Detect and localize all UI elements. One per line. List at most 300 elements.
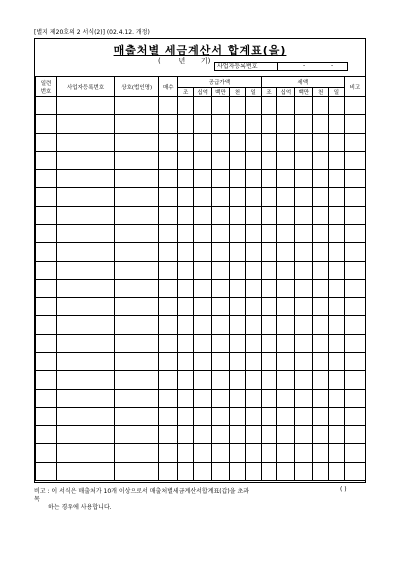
table-cell[interactable] [313,206,329,224]
table-cell[interactable] [36,426,57,444]
table-cell[interactable] [115,389,159,407]
table-cell[interactable] [245,133,261,151]
table-cell[interactable] [329,279,345,297]
table-cell[interactable] [115,426,159,444]
table-cell[interactable] [344,389,365,407]
table-cell[interactable] [329,462,345,480]
table-cell[interactable] [178,352,194,370]
table-cell[interactable] [115,352,159,370]
table-cell[interactable] [295,407,313,425]
table-cell[interactable] [115,188,159,206]
table-cell[interactable] [36,298,57,316]
table-cell[interactable] [329,115,345,133]
table-cell[interactable] [261,389,277,407]
table-cell[interactable] [277,115,295,133]
table-cell[interactable] [115,115,159,133]
table-cell[interactable] [344,426,365,444]
table-cell[interactable] [194,97,212,115]
table-cell[interactable] [159,224,178,242]
table-cell[interactable] [329,170,345,188]
table-cell[interactable] [245,352,261,370]
table-cell[interactable] [295,170,313,188]
table-cell[interactable] [261,188,277,206]
table-cell[interactable] [159,352,178,370]
table-cell[interactable] [229,206,245,224]
table-cell[interactable] [229,115,245,133]
table-cell[interactable] [178,243,194,261]
table-cell[interactable] [344,261,365,279]
table-cell[interactable] [212,224,230,242]
table-cell[interactable] [295,462,313,480]
table-cell[interactable] [194,334,212,352]
table-cell[interactable] [36,224,57,242]
table-cell[interactable] [212,352,230,370]
table-cell[interactable] [57,371,115,389]
table-cell[interactable] [261,115,277,133]
table-cell[interactable] [57,188,115,206]
table-cell[interactable] [295,371,313,389]
table-cell[interactable] [295,97,313,115]
table-cell[interactable] [212,151,230,169]
table-cell[interactable] [36,389,57,407]
table-cell[interactable] [344,151,365,169]
table-cell[interactable] [329,371,345,389]
table-cell[interactable] [295,243,313,261]
table-cell[interactable] [115,334,159,352]
table-cell[interactable] [313,334,329,352]
table-cell[interactable] [313,352,329,370]
table-cell[interactable] [329,151,345,169]
table-cell[interactable] [277,334,295,352]
table-cell[interactable] [36,151,57,169]
table-cell[interactable] [194,371,212,389]
table-cell[interactable] [295,298,313,316]
table-cell[interactable] [329,316,345,334]
table-cell[interactable] [57,389,115,407]
table-cell[interactable] [277,151,295,169]
table-cell[interactable] [159,188,178,206]
table-cell[interactable] [261,462,277,480]
table-cell[interactable] [261,334,277,352]
table-cell[interactable] [194,426,212,444]
table-cell[interactable] [36,115,57,133]
table-cell[interactable] [115,243,159,261]
table-cell[interactable] [295,316,313,334]
table-cell[interactable] [261,243,277,261]
table-cell[interactable] [313,133,329,151]
table-cell[interactable] [229,426,245,444]
table-cell[interactable] [261,279,277,297]
table-cell[interactable] [329,133,345,151]
table-cell[interactable] [212,243,230,261]
table-cell[interactable] [245,371,261,389]
table-cell[interactable] [295,261,313,279]
table-cell[interactable] [178,298,194,316]
table-cell[interactable] [261,224,277,242]
table-cell[interactable] [178,261,194,279]
table-cell[interactable] [329,188,345,206]
table-cell[interactable] [344,334,365,352]
table-cell[interactable] [261,298,277,316]
table-cell[interactable] [159,316,178,334]
table-cell[interactable] [178,371,194,389]
table-cell[interactable] [36,371,57,389]
table-cell[interactable] [57,243,115,261]
table-cell[interactable] [245,316,261,334]
table-cell[interactable] [245,115,261,133]
table-cell[interactable] [159,462,178,480]
table-cell[interactable] [115,279,159,297]
table-cell[interactable] [194,151,212,169]
table-cell[interactable] [178,279,194,297]
table-cell[interactable] [344,352,365,370]
table-cell[interactable] [194,206,212,224]
table-cell[interactable] [245,170,261,188]
table-cell[interactable] [212,170,230,188]
table-cell[interactable] [295,444,313,462]
table-cell[interactable] [159,115,178,133]
table-cell[interactable] [295,224,313,242]
table-cell[interactable] [329,298,345,316]
table-cell[interactable] [329,444,345,462]
table-cell[interactable] [212,279,230,297]
table-cell[interactable] [277,261,295,279]
table-cell[interactable] [344,371,365,389]
table-cell[interactable] [313,261,329,279]
table-cell[interactable] [344,206,365,224]
table-cell[interactable] [329,206,345,224]
table-cell[interactable] [212,316,230,334]
table-cell[interactable] [57,279,115,297]
table-cell[interactable] [115,97,159,115]
table-cell[interactable] [313,462,329,480]
table-cell[interactable] [57,224,115,242]
table-cell[interactable] [178,97,194,115]
table-cell[interactable] [212,389,230,407]
table-cell[interactable] [57,407,115,425]
table-cell[interactable] [36,316,57,334]
table-cell[interactable] [194,298,212,316]
table-cell[interactable] [344,298,365,316]
table-cell[interactable] [313,298,329,316]
table-cell[interactable] [212,115,230,133]
table-cell[interactable] [261,426,277,444]
table-cell[interactable] [277,462,295,480]
table-cell[interactable] [277,407,295,425]
table-cell[interactable] [229,97,245,115]
table-cell[interactable] [245,151,261,169]
table-cell[interactable] [245,462,261,480]
table-cell[interactable] [194,352,212,370]
table-cell[interactable] [159,298,178,316]
table-cell[interactable] [229,444,245,462]
table-cell[interactable] [212,97,230,115]
table-cell[interactable] [295,151,313,169]
table-cell[interactable] [245,389,261,407]
table-cell[interactable] [178,407,194,425]
table-cell[interactable] [57,298,115,316]
table-cell[interactable] [115,170,159,188]
table-cell[interactable] [261,97,277,115]
table-cell[interactable] [245,298,261,316]
table-cell[interactable] [159,426,178,444]
table-cell[interactable] [229,389,245,407]
table-cell[interactable] [159,133,178,151]
table-cell[interactable] [178,316,194,334]
table-cell[interactable] [159,279,178,297]
table-cell[interactable] [212,133,230,151]
table-cell[interactable] [178,462,194,480]
table-cell[interactable] [115,371,159,389]
table-cell[interactable] [329,243,345,261]
table-cell[interactable] [57,115,115,133]
table-cell[interactable] [159,206,178,224]
table-cell[interactable] [313,279,329,297]
table-cell[interactable] [229,298,245,316]
table-cell[interactable] [115,224,159,242]
table-cell[interactable] [178,133,194,151]
table-cell[interactable] [57,170,115,188]
table-cell[interactable] [277,243,295,261]
table-cell[interactable] [212,188,230,206]
table-cell[interactable] [229,407,245,425]
table-cell[interactable] [295,115,313,133]
table-cell[interactable] [36,462,57,480]
table-cell[interactable] [57,352,115,370]
table-cell[interactable] [57,316,115,334]
table-cell[interactable] [313,224,329,242]
table-cell[interactable] [344,243,365,261]
table-cell[interactable] [159,444,178,462]
table-cell[interactable] [194,279,212,297]
table-cell[interactable] [57,261,115,279]
table-cell[interactable] [295,389,313,407]
table-cell[interactable] [344,170,365,188]
table-cell[interactable] [36,352,57,370]
table-cell[interactable] [159,261,178,279]
table-cell[interactable] [277,170,295,188]
table-cell[interactable] [194,407,212,425]
table-cell[interactable] [212,206,230,224]
table-cell[interactable] [57,133,115,151]
table-cell[interactable] [159,97,178,115]
table-cell[interactable] [344,133,365,151]
table-cell[interactable] [57,206,115,224]
table-cell[interactable] [212,426,230,444]
table-cell[interactable] [245,279,261,297]
table-cell[interactable] [159,371,178,389]
table-cell[interactable] [329,352,345,370]
table-cell[interactable] [329,426,345,444]
table-cell[interactable] [344,279,365,297]
table-cell[interactable] [159,389,178,407]
table-cell[interactable] [261,444,277,462]
table-cell[interactable] [261,261,277,279]
table-cell[interactable] [329,261,345,279]
table-cell[interactable] [277,389,295,407]
table-cell[interactable] [178,206,194,224]
table-cell[interactable] [313,170,329,188]
table-cell[interactable] [344,407,365,425]
table-cell[interactable] [229,371,245,389]
table-cell[interactable] [344,224,365,242]
table-cell[interactable] [277,352,295,370]
table-cell[interactable] [277,279,295,297]
table-cell[interactable] [277,206,295,224]
table-cell[interactable] [261,407,277,425]
table-cell[interactable] [115,206,159,224]
table-cell[interactable] [115,316,159,334]
table-cell[interactable] [36,407,57,425]
table-cell[interactable] [115,407,159,425]
table-cell[interactable] [178,170,194,188]
table-cell[interactable] [245,188,261,206]
table-cell[interactable] [36,243,57,261]
table-cell[interactable] [229,188,245,206]
table-cell[interactable] [178,444,194,462]
table-cell[interactable] [57,151,115,169]
table-cell[interactable] [115,151,159,169]
table-cell[interactable] [245,97,261,115]
table-cell[interactable] [344,188,365,206]
table-cell[interactable] [277,97,295,115]
table-cell[interactable] [194,316,212,334]
table-cell[interactable] [344,316,365,334]
table-cell[interactable] [115,133,159,151]
table-cell[interactable] [36,444,57,462]
table-cell[interactable] [313,97,329,115]
table-cell[interactable] [159,334,178,352]
table-cell[interactable] [245,243,261,261]
table-cell[interactable] [115,444,159,462]
table-cell[interactable] [313,243,329,261]
table-cell[interactable] [229,170,245,188]
table-cell[interactable] [313,115,329,133]
table-cell[interactable] [194,243,212,261]
table-cell[interactable] [313,188,329,206]
table-cell[interactable] [194,188,212,206]
table-cell[interactable] [313,389,329,407]
table-cell[interactable] [36,188,57,206]
table-cell[interactable] [261,352,277,370]
table-cell[interactable] [194,462,212,480]
table-cell[interactable] [57,334,115,352]
table-cell[interactable] [344,97,365,115]
table-cell[interactable] [57,97,115,115]
table-cell[interactable] [57,426,115,444]
table-cell[interactable] [159,407,178,425]
table-cell[interactable] [295,206,313,224]
table-cell[interactable] [261,170,277,188]
table-cell[interactable] [329,97,345,115]
table-cell[interactable] [277,426,295,444]
table-cell[interactable] [178,115,194,133]
table-cell[interactable] [295,352,313,370]
table-cell[interactable] [245,206,261,224]
table-cell[interactable] [178,188,194,206]
table-cell[interactable] [261,151,277,169]
table-cell[interactable] [277,133,295,151]
table-cell[interactable] [329,334,345,352]
table-cell[interactable] [229,151,245,169]
table-cell[interactable] [277,316,295,334]
table-cell[interactable] [36,170,57,188]
table-cell[interactable] [344,462,365,480]
table-cell[interactable] [212,444,230,462]
table-cell[interactable] [261,316,277,334]
table-cell[interactable] [194,170,212,188]
table-cell[interactable] [115,462,159,480]
table-cell[interactable] [36,206,57,224]
table-cell[interactable] [277,298,295,316]
table-cell[interactable] [194,444,212,462]
table-cell[interactable] [36,279,57,297]
table-cell[interactable] [212,371,230,389]
table-cell[interactable] [212,334,230,352]
table-cell[interactable] [159,170,178,188]
table-cell[interactable] [229,243,245,261]
table-cell[interactable] [344,115,365,133]
table-cell[interactable] [57,462,115,480]
table-cell[interactable] [229,224,245,242]
table-cell[interactable] [159,151,178,169]
table-cell[interactable] [194,224,212,242]
table-cell[interactable] [229,316,245,334]
table-cell[interactable] [229,334,245,352]
table-cell[interactable] [159,243,178,261]
table-cell[interactable] [178,224,194,242]
table-cell[interactable] [229,462,245,480]
table-cell[interactable] [295,334,313,352]
table-cell[interactable] [329,389,345,407]
table-cell[interactable] [295,426,313,444]
table-cell[interactable] [36,261,57,279]
table-cell[interactable] [115,261,159,279]
table-cell[interactable] [194,133,212,151]
table-cell[interactable] [295,133,313,151]
table-cell[interactable] [178,334,194,352]
table-cell[interactable] [329,224,345,242]
table-cell[interactable] [313,371,329,389]
table-cell[interactable] [178,389,194,407]
table-cell[interactable] [212,298,230,316]
table-cell[interactable] [178,426,194,444]
table-cell[interactable] [229,279,245,297]
table-cell[interactable] [36,133,57,151]
table-cell[interactable] [313,407,329,425]
table-cell[interactable] [313,444,329,462]
table-cell[interactable] [212,407,230,425]
table-cell[interactable] [194,261,212,279]
table-cell[interactable] [229,133,245,151]
table-cell[interactable] [212,462,230,480]
table-cell[interactable] [329,407,345,425]
table-cell[interactable] [277,371,295,389]
table-cell[interactable] [245,444,261,462]
table-cell[interactable] [277,188,295,206]
table-cell[interactable] [212,261,230,279]
table-cell[interactable] [344,444,365,462]
table-cell[interactable] [115,298,159,316]
table-cell[interactable] [229,352,245,370]
table-cell[interactable] [261,133,277,151]
table-cell[interactable] [313,316,329,334]
table-cell[interactable] [245,224,261,242]
table-cell[interactable] [277,444,295,462]
table-cell[interactable] [295,188,313,206]
table-cell[interactable] [261,206,277,224]
table-cell[interactable] [245,334,261,352]
